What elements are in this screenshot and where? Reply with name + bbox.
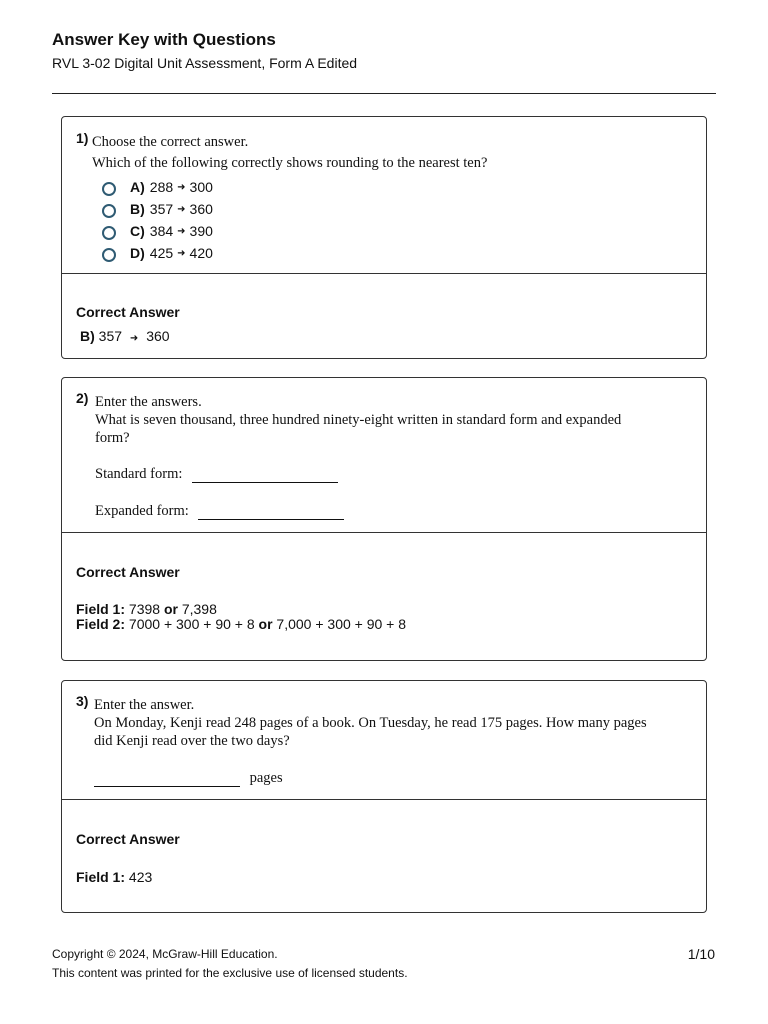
question-3-body bbox=[62, 681, 706, 800]
correct-answer-heading: Correct Answer bbox=[76, 304, 180, 320]
question-1-body bbox=[62, 117, 706, 274]
choice-c[interactable]: C) 384 ➜ 390 bbox=[102, 221, 213, 241]
question-1-answer bbox=[62, 274, 706, 358]
choice-b[interactable]: B) 357 ➜ 360 bbox=[102, 199, 213, 219]
pages-answer-input[interactable] bbox=[94, 773, 240, 787]
arrow-right-icon: ➜ bbox=[177, 247, 186, 259]
choice-d[interactable]: D) 425 ➜ 420 bbox=[102, 243, 213, 263]
choice-a[interactable]: A) 288 ➜ 300 bbox=[102, 177, 213, 197]
document-header bbox=[52, 30, 716, 72]
answer-field-2: Field 2: 7000 + 300 + 90 + 8 or 7,000 + 300 + 90 + 8 bbox=[76, 616, 407, 632]
question-number: 1) bbox=[76, 130, 89, 146]
arrow-right-icon: ➜ bbox=[129, 333, 139, 344]
correct-answer-heading: Correct Answer bbox=[76, 564, 180, 580]
question-prompt-line-1: On Monday, Kenji read 248 pages of a book. On Tuesday, he read 175 pages. How many pages bbox=[94, 715, 647, 731]
arrow-right-icon: ➜ bbox=[177, 225, 186, 237]
expanded-form-input[interactable] bbox=[198, 506, 344, 520]
question-prompt-line-1: What is seven thousand, three hundred ninety-eight written in standard form and expanded bbox=[95, 412, 622, 428]
correct-answer-value: B) 357 ➜ 360 bbox=[80, 328, 170, 344]
footer-copyright: Copyright © 2024, McGraw-Hill Education. bbox=[52, 947, 278, 961]
standard-form-row: Standard form: bbox=[95, 465, 338, 483]
page-number: 1/10 bbox=[687, 946, 715, 962]
question-2-body bbox=[62, 378, 706, 533]
document-title: Answer Key with Questions bbox=[52, 30, 276, 49]
document-subtitle: RVL 3-02 Digital Unit Assessment, Form A Edited bbox=[52, 55, 358, 71]
question-instruction: Enter the answers. bbox=[95, 394, 202, 410]
question-card-3 bbox=[61, 680, 707, 913]
question-number: 3) bbox=[76, 693, 89, 709]
radio-button-icon[interactable] bbox=[102, 226, 116, 240]
question-instruction: Enter the answer. bbox=[94, 697, 195, 713]
question-3-answer bbox=[62, 800, 706, 912]
question-instruction: Choose the correct answer. bbox=[92, 134, 249, 150]
correct-answer-heading: Correct Answer bbox=[76, 831, 180, 847]
pages-answer-row: pages bbox=[94, 769, 283, 787]
arrow-right-icon: ➜ bbox=[177, 181, 186, 193]
question-card-2 bbox=[61, 377, 707, 661]
question-prompt-line-2: form? bbox=[95, 430, 130, 446]
answer-field-1: Field 1: 7398 or 7,398 bbox=[76, 601, 217, 617]
answer-field-1: Field 1: 423 bbox=[76, 869, 153, 885]
question-number: 2) bbox=[76, 390, 89, 406]
question-prompt-line-2: did Kenji read over the two days? bbox=[94, 733, 290, 749]
question-2-answer bbox=[62, 533, 706, 660]
question-prompt: Which of the following correctly shows rounding to the nearest ten? bbox=[92, 155, 488, 171]
question-card-1 bbox=[61, 116, 707, 359]
radio-button-icon[interactable] bbox=[102, 182, 116, 196]
header-divider bbox=[52, 93, 716, 94]
standard-form-input[interactable] bbox=[192, 469, 338, 483]
expanded-form-row: Expanded form: bbox=[95, 502, 344, 520]
arrow-right-icon: ➜ bbox=[177, 203, 186, 215]
radio-button-icon[interactable] bbox=[102, 248, 116, 262]
radio-button-icon[interactable] bbox=[102, 204, 116, 218]
footer-license: This content was printed for the exclusive use of licensed students. bbox=[52, 966, 408, 980]
